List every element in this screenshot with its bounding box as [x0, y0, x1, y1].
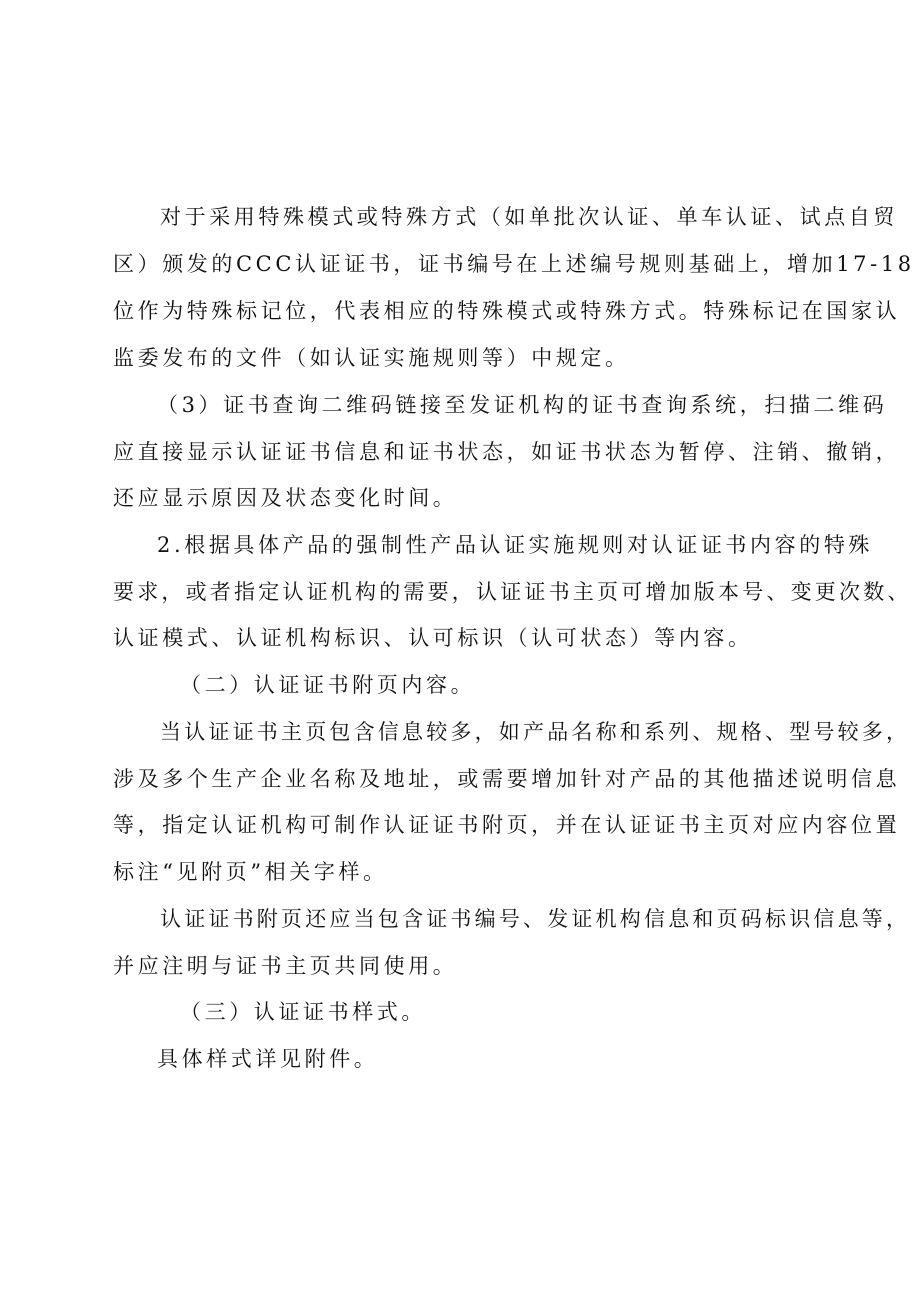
text-line: 监委发布的文件（如认证实施规则等）中规定。 — [113, 346, 630, 370]
text-line: 位作为特殊标记位，代表相应的特殊模式或特殊方式。特殊标记在国家认 — [113, 299, 901, 323]
section-heading: （二）认证证书附页内容。 — [180, 673, 476, 697]
text-line: 应直接显示认证证书信息和证书状态，如证书状态为暂停、注销、撤销， — [113, 440, 901, 464]
text-line: 并应注明与证书主页共同使用。 — [113, 954, 458, 978]
text-line: 标注“见附页”相关字样。 — [113, 860, 388, 884]
text-line: 等，指定认证机构可制作认证证书附页，并在认证证书主页对应内容位置 — [113, 813, 901, 837]
text-line: 涉及多个生产企业名称及地址，或需要增加针对产品的其他描述说明信息 — [113, 767, 901, 791]
text-line: 要求，或者指定认证机构的需要，认证证书主页可增加版本号、变更次数、 — [113, 580, 912, 604]
text-line: 2.根据具体产品的强制性产品认证实施规则对认证证书内容的特殊 — [157, 533, 874, 557]
text-line: 当认证证书主页包含信息较多，如产品名称和系列、规格、型号较多， — [160, 720, 911, 744]
text-line: 区）颁发的CCC认证证书，证书编号在上述编号规则基础上，增加17-18 — [113, 252, 915, 276]
section-heading: （三）认证证书样式。 — [180, 1000, 426, 1024]
text-line: 对于采用特殊模式或特殊方式（如单批次认证、单车认证、试点自贸 — [160, 205, 898, 229]
text-line: （3）证书查询二维码链接至发证机构的证书查询系统，扫描二维码 — [157, 393, 888, 417]
text-line: 认证证书附页还应当包含证书编号、发证机构信息和页码标识信息等， — [160, 907, 911, 931]
text-line: 认证模式、认证机构标识、认可标识（认可状态）等内容。 — [113, 626, 753, 650]
text-line: 还应显示原因及状态变化时间。 — [113, 486, 458, 510]
text-line: 具体样式详见附件。 — [157, 1047, 379, 1071]
